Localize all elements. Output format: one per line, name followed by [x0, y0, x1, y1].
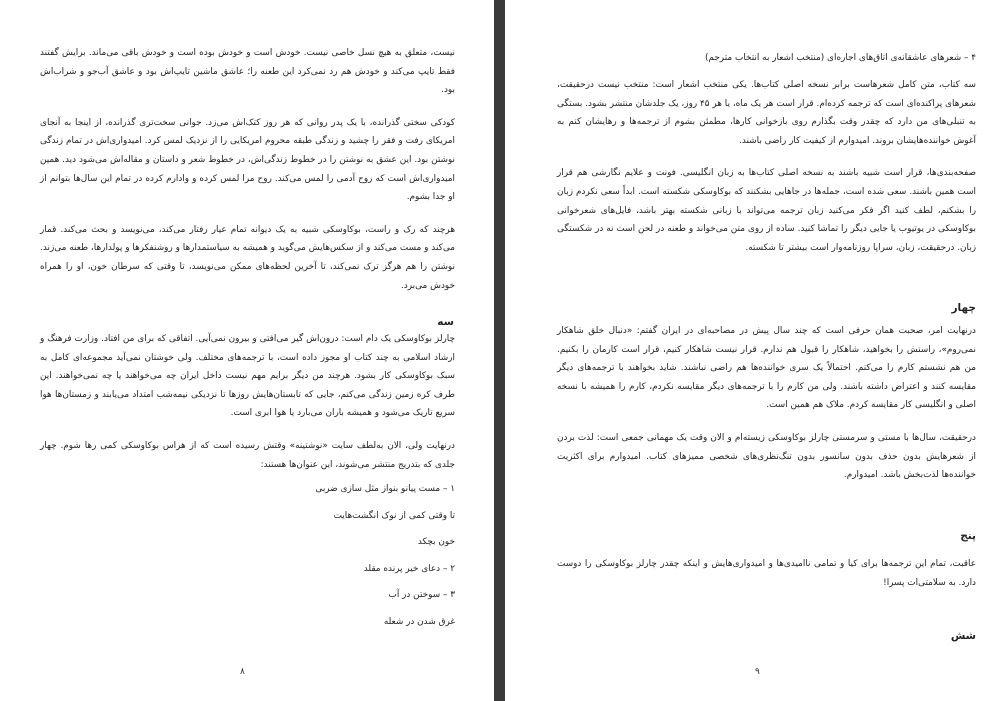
paragraph: صفحه‌بندی‌ها، قرار است شبیه باشند به نسخه اصلی کتاب‌ها به زبان انگلیسی. فونت و علایم نگارشی هم قرار است همین باشند. سعی شده است، جمله‌ها در جاهایی بشکنند که بوکاوسکی شکسته است. ابداً سعی نکردم زبان را بشکنم، لطف کنید اگر فکر می‌کنید زبان ترجمه می‌تواند با زبانی شکسته بهتر باشد، فایل‌های شعرخوانی بوکاوسکی در یوتیوب یا جایی دیگر را تماشا کنید. ساده از روی متن می‌خواند و طعنه در لحن است نه در شکستگی زبان. درحقیقت، زبان، سراپا روزنامه‌وار است بیشتر تا شکسته.: [557, 168, 976, 253]
paragraph: درحقیقت، سال‌ها با مستی و سرمستی چارلز بوکاوسکی زیسته‌ام و الان وقت یک مهمانی جمعی است: لذت بردن از شعرهایش بدون حذف بدون سانسور بدون تنگ‌نظری‌های شخصی ممیزهای کتاب. امیدوارم برای اکثریت خواننده‌ها لذت‌بخش باشد. امیدوارم.: [557, 432, 976, 481]
page-number-left: ۸: [240, 667, 245, 677]
page-gutter: [494, 0, 505, 701]
list-item: غرق شدن در شعله: [383, 616, 455, 627]
paragraph: نیست، متعلق به هیچ نسل خاصی نیست. خودش است و خودش بوده است و خودش باقی می‌ماند. برایش گفتند فقط تایپ می‌کند و خودش هم رد نمی‌کرد این طعنه را؛ عاشق ماشین تایپ‌اش بود و عاشق آب‌جو و شراب‌اش بود.: [40, 48, 455, 96]
paragraph: درنهایت ولی، الان به‌لطف سایت «نوشتینه» وقتش رسیده است که از هراس بوکاوسکی کمی رها شوم. چهار جلدی که بتدریج منتشر می‌شوند، این عنوان‌ها هستند:: [40, 440, 455, 470]
left-body-text: [40, 44, 455, 309]
list-item: تا وقتی کمی از نوک انگشت‌هایت: [333, 510, 455, 521]
left-page: [0, 0, 494, 701]
section-heading-five: پنج: [960, 530, 976, 542]
right-section-four-text: [557, 322, 976, 499]
paragraph: کودکی سختی گذرانده، با یک پدر روانی که هر روز کتک‌اش می‌زد. جوانی سخت‌تری گذرانده، از اینجا به آنجای امریکای رفت و فقر را چشید و زندگی طبقه محروم امریکایی را از نزدیک لمس کرد. امیدواری‌اش در تمام زندگی نوشتن بود. این عشق به نوشتن را در خطوط زندگی‌اش، در خطوط شعر و داستان و مقاله‌اش می‌شود دید. همین امیدواری‌اش است که روح آدمی را لمس می‌کند. روح مرا لمس کرده و وادارم کرده در تمام این سال‌ها بتوانم از او جدا بشوم.: [40, 117, 455, 203]
paragraph: سه کتاب، متن کامل شعرهاست برابر نسخه اصلی کتاب‌ها. یکی منتخب اشعار است: منتخب نیست درحقیقت، شعرهای پراکنده‌ای است که ترجمه کرده‌ام. قرار است هر یک ماه، یا هر ۴۵ روز، یک جلدشان منتشر بشود. بستگی به تنبلی‌های من دارد که چقدر وقت بگذارم روی بازخوانی کارها، مطمئن بشوم از ترجمه‌ها و رهایشان کنم به آغوش خواننده‌هایشان بروند. امیدوارم از کیفیت کار راضی باشند.: [557, 80, 976, 146]
running-head: ۴ – شعرهای عاشقانه‌ی اتاق‌های اجاره‌ای (منتخب اشعار به انتخاب مترجم): [704, 53, 976, 63]
right-page: [505, 0, 1008, 701]
right-section-five-text: [557, 555, 976, 606]
section-heading-three: سه: [437, 316, 454, 328]
right-body-text: [557, 76, 976, 271]
section-heading-six: شش: [950, 630, 976, 642]
book-title-list: [40, 480, 455, 640]
list-item: ۱ – مست پیانو بنواز مثل سازی ضربی: [315, 484, 455, 494]
list-item: ۳ – سوختن در آب: [388, 590, 455, 601]
list-item: ۲ – دعای خیر پرنده مقلد: [363, 563, 455, 574]
paragraph: هرچند که رک و راست، بوکاوسکی شبیه به یک دیوانه تمام عیار رفتار می‌کند، می‌نویسد و بحث می‌کند. قمار می‌کند و مست می‌کند و از سکس‌هایش می‌گوید و همیشه به سیاستمدارها و روشنفکرها و پولدارها، طعنه می‌زند. نوشتن را هم هرگز ترک نمی‌کند، تا آخرین لحظه‌های ممکن می‌نویسد، تا وقتی که سرطان خون، او را همراه خودش می‌برد.: [40, 224, 455, 291]
left-section-text: [40, 330, 455, 488]
list-item: خون بچکد: [417, 537, 455, 548]
paragraph: عاقبت، تمام این ترجمه‌ها برای کیا و تمامی ناامیدی‌ها و امیدواری‌هایش و اینکه چقدر چارلز بوکاوسکی را دوست دارد. به سلامتی‌ات پسرا!: [557, 559, 976, 588]
paragraph: چارلز بوکاوسکی یک دام است: درون‌اش گیر می‌افتی و بیرون نمی‌آیی. اتفاقی که برای من افتاد. وزارت فرهنگ و ارشاد اسلامی به چند کتاب او مجوز داده است، با ترجمه‌های مختلف. ولی خوشتان نمی‌آید مجموعه‌ای کامل به سبک بوکاوسکی کار بشود. هرچند من دیگر برایم مهم نیست داخل ایران چه می‌خواهند یا چه نمی‌خواهند. این طرف کره زمین زندگی می‌کنم، جایی که تابستان‌هایش روزها تا نزدیکی نیمه‌شب امتداد می‌یابند و زمستان‌ها هوا سریع تاریک می‌شود و همیشه باران می‌بارد یا هوا ابری است.: [40, 334, 455, 419]
page-number-right: ۹: [755, 667, 760, 677]
paragraph: درنهایت امر، صحبت همان حرفی است که چند سال پیش در مصاحبه‌ای در ایران گفتم: «دنبال خلق شاهکار نمی‌روم»، راستش را بخواهید، شاهکار را قبول هم ندارم. قرار نیست شاهکار کنیم، قرار است کارمان را بکنیم. من هم نشستم کارم را می‌کنم. احتمالاً یک سری خواننده‌ها هم راضی نباشند. شاید بخواهند با ترجمه‌های دیگر مقایسه کنند و اعتراض داشته باشند. ولی من کارم را با ترجمه‌های دیگر مقایسه نکردم، کارم را همیشه با نسخه اصلی و انگلیسی کار مقایسه کردم. ملاک هم همین است.: [557, 326, 976, 411]
section-heading-four: چهار: [951, 302, 976, 314]
